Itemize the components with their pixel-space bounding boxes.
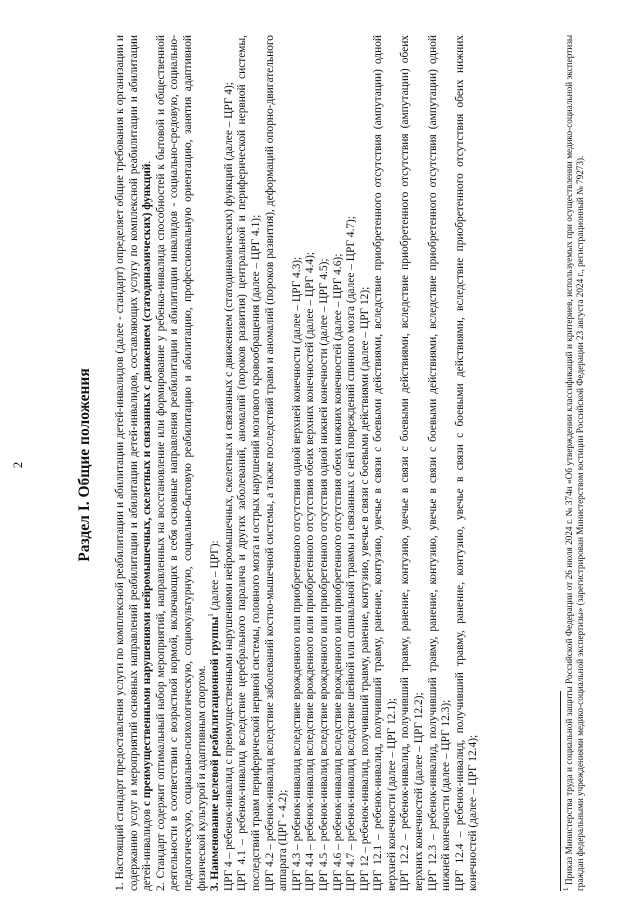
paragraph-3-heading: 3. Наименование целевой реабилитационной группы	[209, 616, 222, 891]
paragraph-1-text: 1. Настоящий стандарт предоставления услуги по комплексной реабилитации и абилитации детей-инвалидов (далее - стандарт) определяет общие требования к организации и содержанию услуг и мероприятий основных направлений реабилитации и абилитации детей-инвалидов, составляющих услугу по комплексной реабилитации и абилитации детей-инвалидов	[114, 35, 154, 891]
group-item: ЦРГ 12.4 – ребенок-инвалид, получивший травму, ранение, контузию, увечье в связи с боевыми действиями, вследствие приобретенного отсутствия обеих нижних конечностей (далее – ЦРГ 12.4);	[453, 35, 480, 891]
group-item: ЦРГ 12.1 – ребенок-инвалид, получивший травму, ранение, контузию, увечье в связи с боевыми действиями, вследствие приобретенного отсутствия (ампутации) одной верхней конечности (далее – ЦРГ 12.1);	[372, 35, 398, 891]
group-item: ЦРГ 12.2 – ребенок-инвалид, получивший травму, ранение, контузию, увечье в связи с боевыми действиями, вследствие приобретенного отсутствия (ампутации) обеих верхних конечностей (далее – ЦРГ 12.2);	[399, 35, 426, 891]
group-item: ЦРГ 4 – ребенок-инвалид с преимущественными нарушениями нейромышечных, скелетных и связанных с движением (статодинамических) функций (далее – ЦРГ 4);	[222, 82, 235, 891]
group-item: ЦРГ 4.4 – ребенок-инвалид вследствие врожденного или приобретенного отсутствия обеих верхних конечностей (далее – ЦРГ 4.4);	[304, 251, 317, 891]
footnote	[561, 35, 587, 891]
group-item: ЦРГ 4.3 – ребенок-инвалид вследствие врожденного или приобретенного отсутствия одной верхней конечности (далее – ЦРГ 4.3);	[290, 256, 303, 891]
group-item: ЦРГ 4.7 – ребенок-инвалид вследствие шейной или спинальной травмы и связанных с ней повреждений спинного мозга (далее – ЦРГ 4.7);	[345, 216, 358, 891]
footnote-ref: 1	[207, 613, 216, 617]
group-item: ЦРГ 12 – ребенок-инвалид, получивший травму, ранение, контузию, увечье в связи с боевыми действиями (далее – ЦРГ 12);	[358, 286, 371, 891]
group-item: ЦРГ 4.2 – ребенок-инвалид вследствие заболеваний костно-мышечной системы, а также последствий травм и аномалий (пороков развития), деформаций опорно-двигательного аппарата (ЦРГ - 4.2);	[263, 35, 290, 891]
footnote-mark: 1	[561, 887, 570, 891]
paragraph-1	[114, 35, 155, 891]
group-item: ЦРГ 4.1 – ребенок-инвалид вследствие церебрального паралича и других заболеваний, аномалий (пороков развития) центральной и периферической нервной системы, последствий травм периферической нервной системы, головного мозга и острых нарушений мозгового кровообращения (далее – ЦРГ 4.1);	[236, 35, 262, 891]
paragraph-1-bold: с преимущественными нарушениями нейромышечных, скелетных и связанных с движением (статодинамических) функций	[141, 163, 154, 807]
rotated-content	[0, 25, 640, 905]
group-item: ЦРГ 12.3 – ребенок-инвалид, получивший травму, ранение, контузию, увечье в связи с боевыми действиями, вследствие приобретенного отсутствия (ампутации) одной нижней конечности (далее – ЦРГ 12.3);	[426, 35, 453, 891]
group-item: ЦРГ 4.5 – ребенок-инвалид вследствие врожденного или приобретенного отсутствия одной нижней конечности (далее – ЦРГ 4.5);	[317, 258, 330, 891]
paragraph-1-end: .	[141, 160, 154, 164]
body-text	[114, 35, 481, 891]
section-title: Раздел I. Общие положения	[76, 368, 93, 562]
paragraph-2: 2. Стандарт содержит оптимальный набор мероприятий, направленных на восстановление или формирование у ребенка-инвалида способностей к бытовой и общественной деятельности в соответствии с возрастной нормой, включающих в себя основные направления реабилитации и абилитации инвалидов - социально-средовую, социально-педагогическую, социально-психологическую, социокультурную, социально-бытовую реабилитацию и абилитацию, профессиональную ориентацию, занятия адаптивной физической культурой и адаптивным спортом.	[154, 35, 208, 891]
paragraph-3-rest: (далее – ЦРГ):	[209, 540, 222, 614]
group-item: ЦРГ 4.6 – ребенок-инвалид вследствие врожденного или приобретенного отсутствия обеих нижних конечностей (далее – ЦРГ 4.6);	[331, 253, 344, 891]
page-number: 2	[10, 461, 25, 469]
paragraph-3	[209, 35, 223, 891]
footnote-text: Приказ Министерства труда и социальной защиты Российской Федерации от 26 июля 2024 г. № 374н «Об утверждении классификаций и критериев, используемых при осуществлении медико-социальной экспертизы граждан федеральными учреждениями медико-социальной экспертизы» (зарегистрирован Министерством юстиции Российской Федерации 23 августа 2024 г., регистрационный № 79273).	[564, 35, 586, 891]
footnote-divider	[560, 691, 561, 891]
